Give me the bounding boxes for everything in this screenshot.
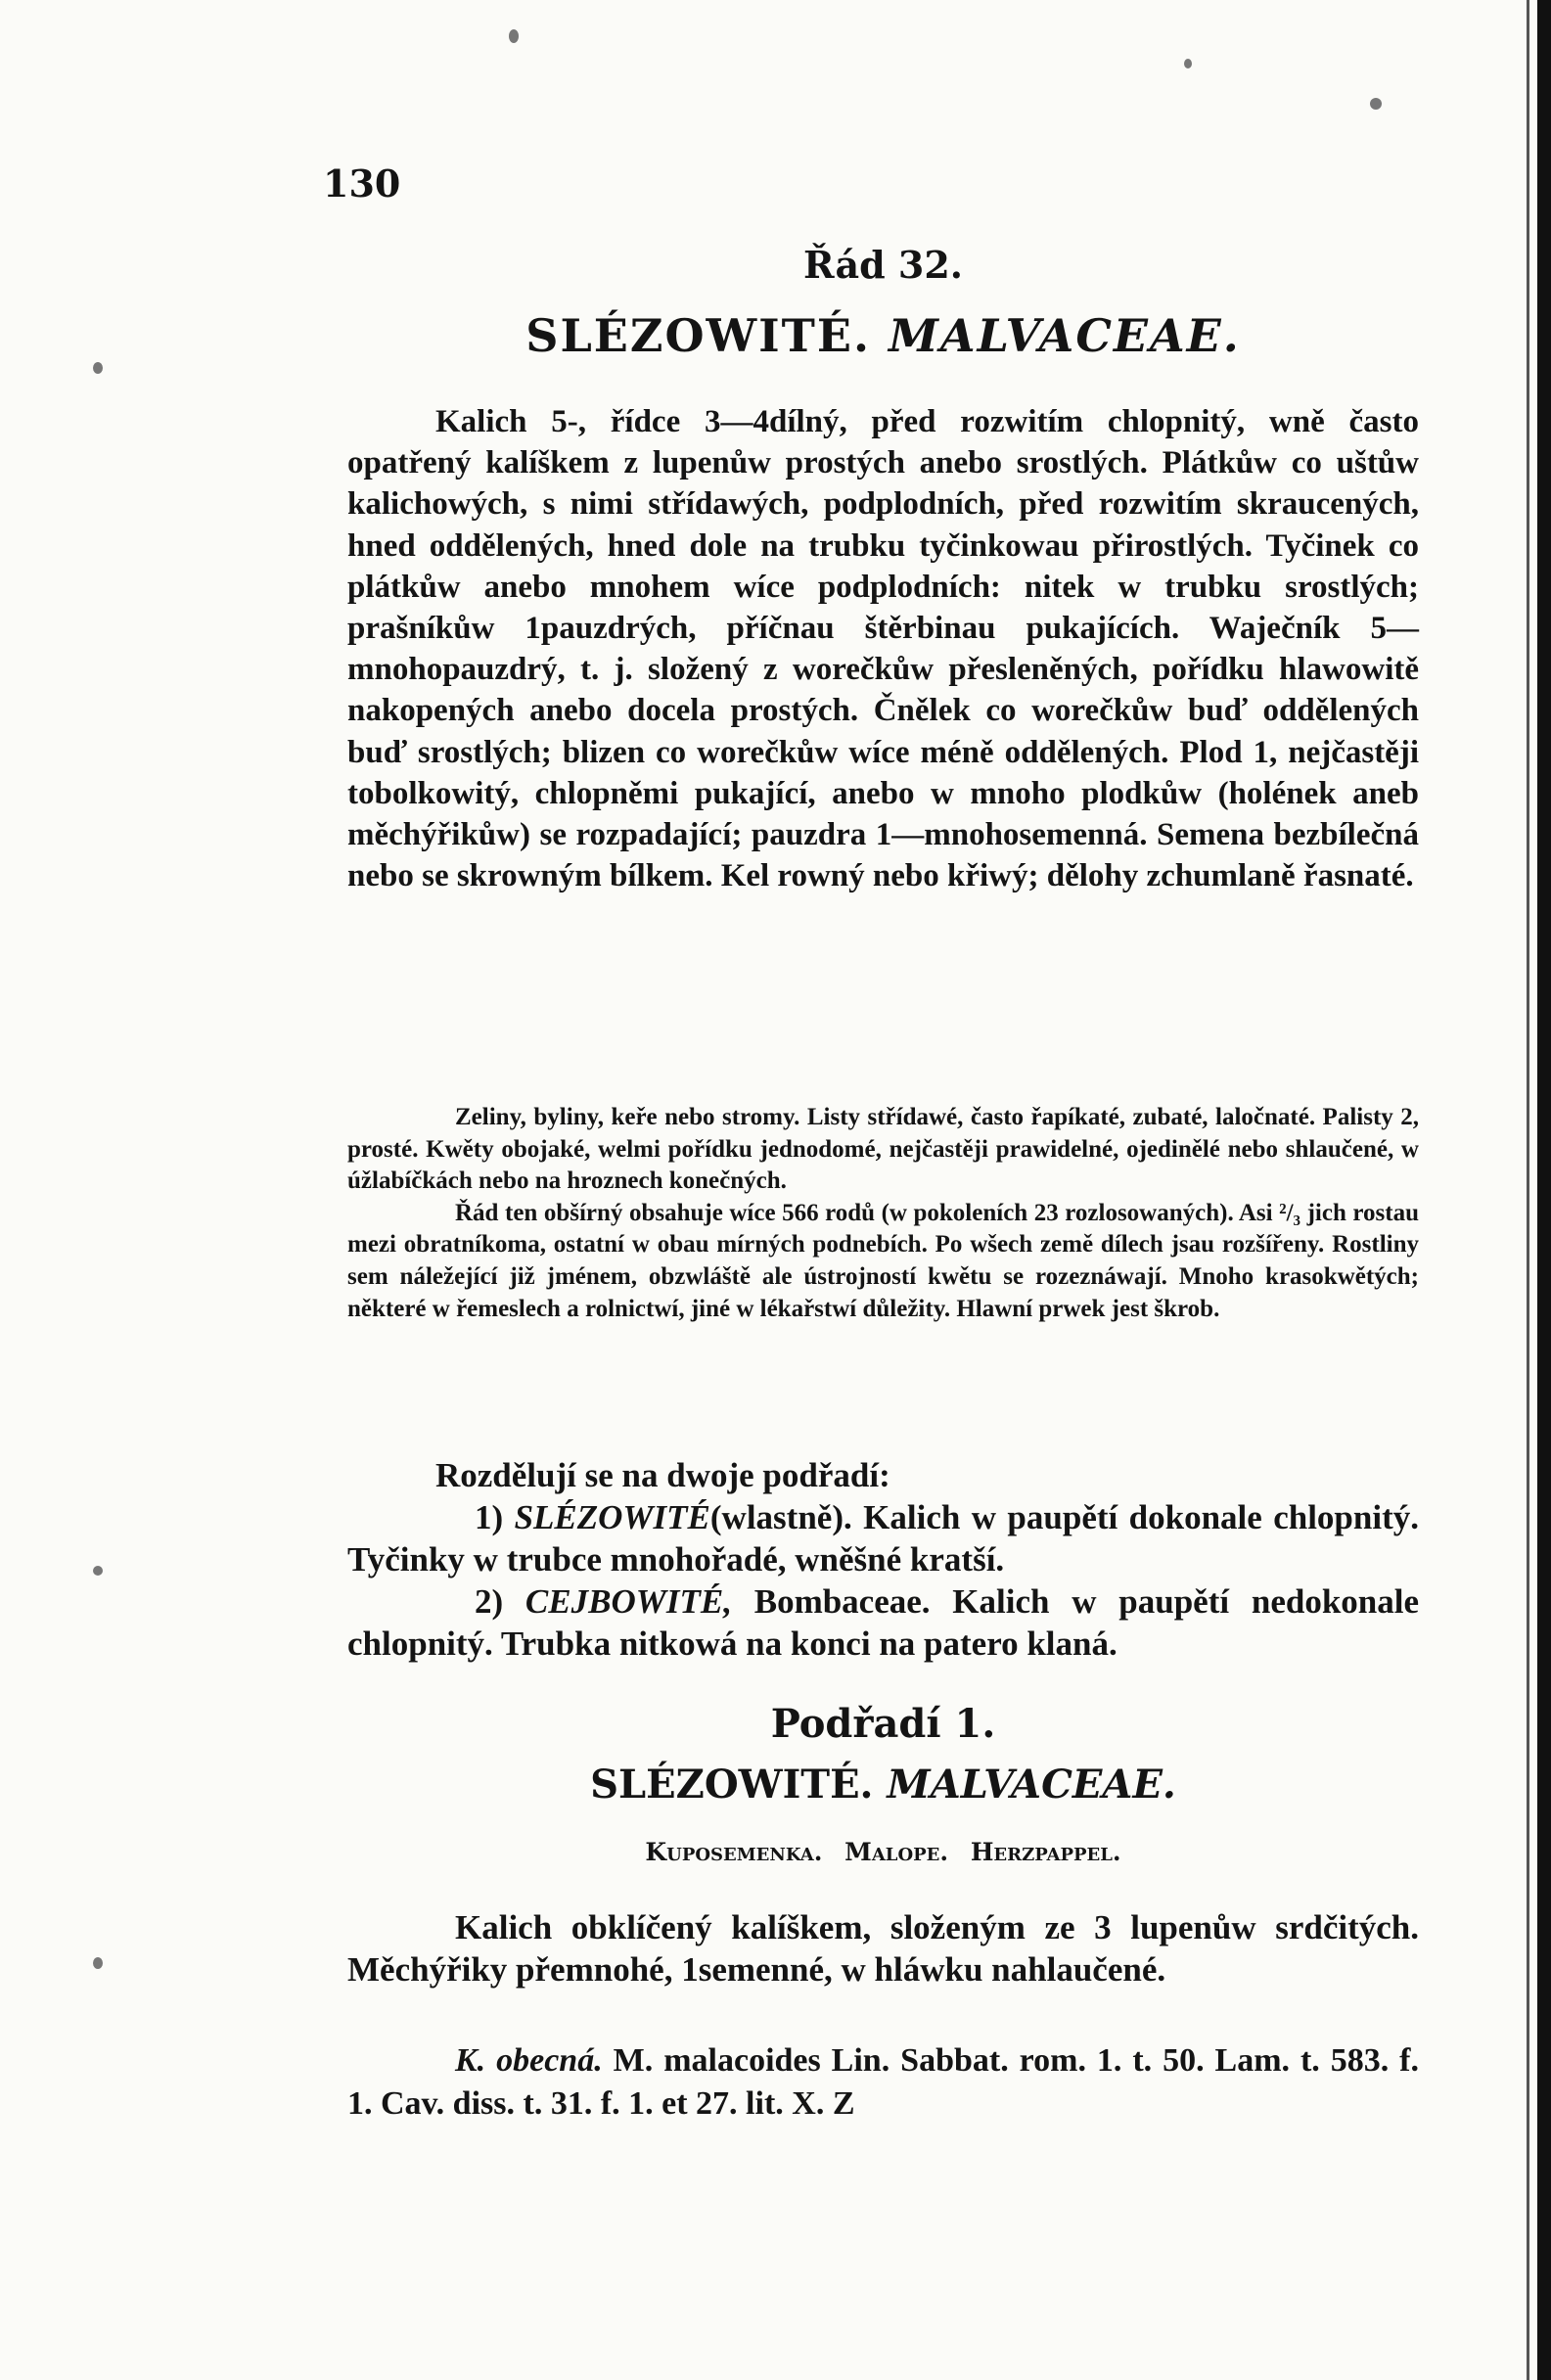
family-notes	[347, 1102, 1419, 1325]
genus-description: Kalich obklíčený kalíškem, složeným ze 3 lupenůw srdčitých. Měchýřiky přemnohé, 1semenné, w hláwku nahlaučené.	[347, 1908, 1419, 1989]
genus-latin: Malope.	[844, 1838, 949, 1866]
family-title	[347, 309, 1419, 362]
division-item-1	[347, 1496, 1419, 1580]
item-name: CEJBOWITÉ,	[525, 1582, 732, 1621]
division-item-2	[347, 1580, 1419, 1665]
species-name: K. obecná.	[455, 2042, 603, 2079]
paper-speck	[1370, 98, 1382, 110]
page-edge-shadow	[1537, 0, 1551, 2380]
family-description: Kalich 5-, řídce 3—4dílný, před rozwitím chlopnitý, wně často opatřený kalíškem z lupenůw prostých anebo srostlých. Plátkůw co uštůw kalichowých, s nimi střídawých, podplodních, před rozwitím skraucených, hned oddělených, hned dole na trubku tyčinkowau přirostlých. Tyčinek co plátkůw anebo mnohem wíce podplodních: nitek w trubku srostlých; prašníkůw 1pauzdrých, příčnau štěrbinau pukajících. Waječník 5—mnohopauzdrý, t. j. složený z worečkůw přesleněných, pořídku hlawowitě nakopených anebo docela prostých. Čnělek co worečkůw buď oddělených buď srostlých; blizen co worečkůw wíce méně oddělených. Plod 1, nejčastěji tobolkowitý, chlopněmi pukající, anebo w mnoho plodkůw (holének aneb měchýřikůw) se rozpadající; pauzdra 1—mnohosemenná. Semena bezbílečná nebo se skrowným bílkem. Kel rowný nebo křiwý; dělohy zchumlaně řasnaté.	[347, 404, 1419, 894]
suborder-heading: Podřadí 1.	[770, 1701, 996, 1747]
item-text: Bombaceae. Kalich w paupětí nedokonale chlopnitý. Trubka nitkowá na konci na patero klaná.	[347, 1582, 1420, 1663]
species-references: M. malacoides Lin. Sabbat. rom. 1. t. 50. Lam. t. 583. f. 1. Cav. diss. t. 31. f. 1. et 27. lit. X. Z	[347, 2042, 1420, 2122]
genus-czech: Kuposemenka.	[645, 1838, 823, 1866]
family-notes-habit: Zeliny, byliny, keře nebo stromy. Listy střídawé, často řapíkaté, zubaté, laločnaté. Palisty 2, prosté. Kwěty obojaké, welmi pořídku jednodomé, nejčastěji prawidelné, ojedinělé nebo shlaučené, w úžlabíčkách nebo na hroznech konečných.	[347, 1104, 1419, 1195]
suborder-title	[347, 1762, 1419, 1808]
item-number: 2)	[475, 1582, 504, 1621]
family-title-latin: MALVACEAE.	[889, 309, 1241, 362]
genus-names	[347, 1838, 1419, 1866]
page-edge-line	[1527, 0, 1529, 2380]
paper-speck	[93, 1957, 103, 1969]
division-intro: Rozdělují se na dwoje podřadí:	[435, 1456, 890, 1494]
paper-speck	[93, 1566, 103, 1576]
paper-speck	[1184, 59, 1192, 69]
suborder-division	[347, 1454, 1419, 1665]
item-name: SLÉZOWITÉ	[514, 1498, 710, 1536]
family-notes-distribution: Řád ten obšírný obsahuje wíce 566 rodů (w pokoleních 23 rozlosowaných). Asi ²/₃ jich rostau mezi obratníkoma, ostatní w obau mírných podnebích. Po wšech země dílech jsau rozšířeny. Rostliny sem náležející již jménem, obzwláště ale ústrojností kwětu se rozeznáwají. Mnoho krasokwětých; některé w řemeslech a rolnictwí, jiné w lékařstwí důležity. Hlawní prwek jest škrob.	[347, 1199, 1419, 1322]
page-number: 130	[323, 161, 401, 206]
order-heading: Řád 32.	[803, 243, 963, 287]
item-text: (wlastně). Kalich w paupětí dokonale chlopnitý. Tyčinky w trubce mnohořadé, wněšné kratší.	[347, 1498, 1419, 1579]
paper-speck	[509, 29, 519, 43]
genus-german: Herzpappel.	[970, 1838, 1121, 1866]
paper-speck	[93, 362, 103, 374]
species-entry	[347, 2039, 1419, 2126]
family-title-czech: SLÉZOWITÉ.	[525, 309, 871, 362]
suborder-title-latin: MALVACEAE.	[887, 1762, 1176, 1808]
suborder-title-czech: SLÉZOWITÉ.	[590, 1762, 874, 1808]
item-number: 1)	[475, 1498, 504, 1536]
